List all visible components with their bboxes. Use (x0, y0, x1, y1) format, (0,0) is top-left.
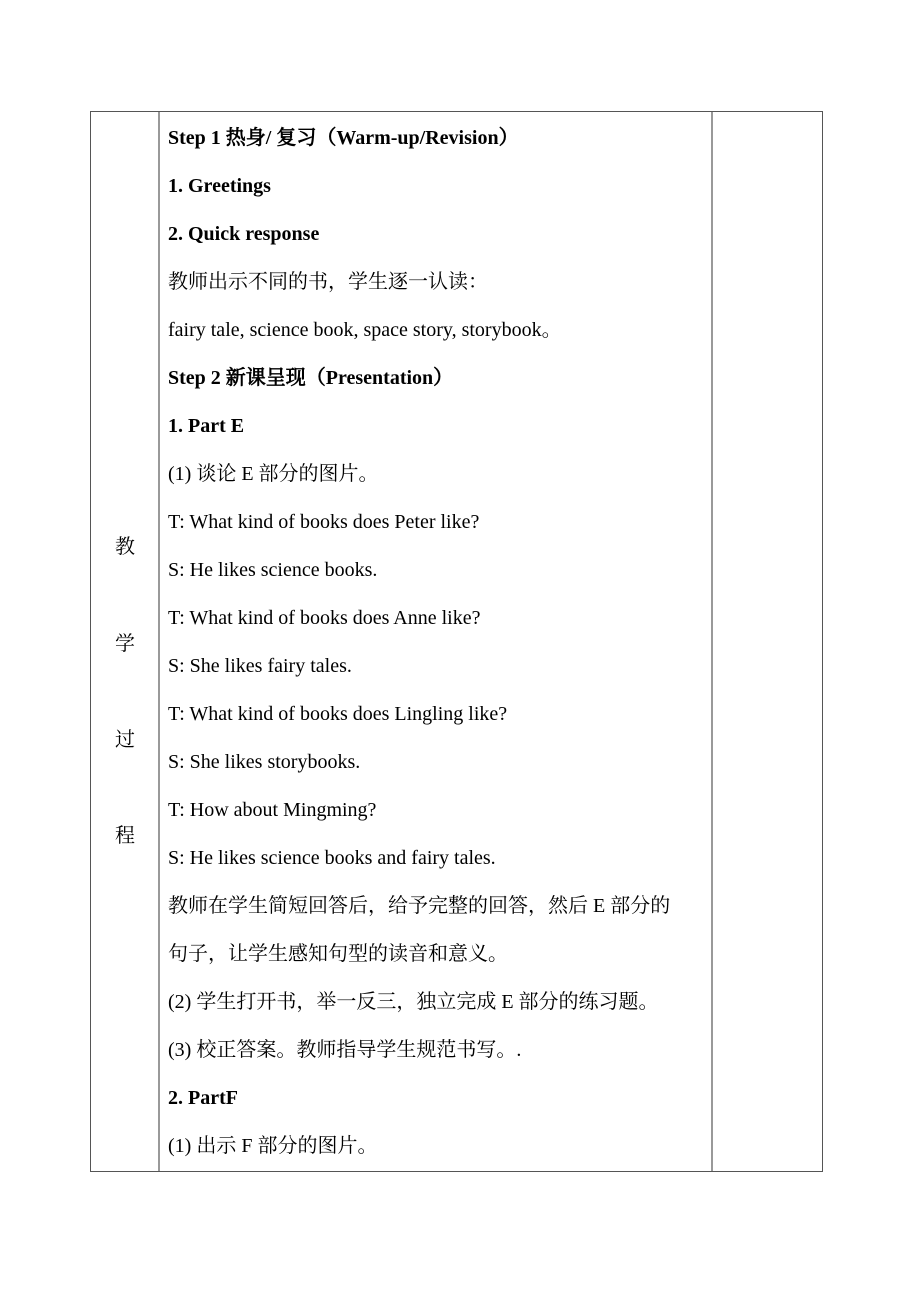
section-label-char: 程 (115, 825, 135, 847)
content-line: T: What kind of books does Anne like? (168, 607, 481, 629)
content-line: (3) 校正答案。教师指导学生规范书写。. (168, 1039, 522, 1061)
content-line: T: What kind of books does Peter like? (168, 511, 480, 533)
content-line: T: How about Mingming? (168, 799, 377, 821)
section-label (91, 112, 159, 1171)
section-label-char: 过 (115, 729, 135, 751)
content-line: Step 1 热身/ 复习（Warm-up/Revision） (168, 127, 519, 149)
content-line: (1) 谈论 E 部分的图片。 (168, 463, 379, 485)
lesson-table (90, 111, 823, 1172)
content-line: 1. Part E (168, 415, 245, 437)
section-label-char: 学 (115, 633, 135, 655)
content-line: S: She likes storybooks. (168, 751, 361, 773)
content-line: 2. PartF (168, 1087, 238, 1109)
section-label-char: 教 (115, 536, 135, 558)
content-line: fairy tale, science book, space story, storybook。 (168, 319, 562, 341)
content-line: 句子，让学生感知句型的读音和意义。 (168, 943, 508, 965)
content-line: 2. Quick response (168, 223, 320, 245)
content-line: 1. Greetings (168, 175, 271, 197)
content-line: 教师出示不同的书，学生逐一认读： (168, 271, 488, 293)
content-line: T: What kind of books does Lingling like? (168, 703, 508, 725)
content-line: S: He likes science books. (168, 559, 378, 581)
content-line: S: She likes fairy tales. (168, 655, 352, 677)
lesson-content (168, 126, 713, 1182)
content-line: Step 2 新课呈现（Presentation） (168, 367, 454, 389)
content-line: S: He likes science books and fairy tales. (168, 847, 496, 869)
content-line: (1) 出示 F 部分的图片。 (168, 1135, 378, 1157)
content-line: (2) 学生打开书，举一反三，独立完成 E 部分的练习题。 (168, 991, 659, 1013)
content-line: 教师在学生简短回答后，给予完整的回答，然后 E 部分的 (168, 895, 671, 917)
